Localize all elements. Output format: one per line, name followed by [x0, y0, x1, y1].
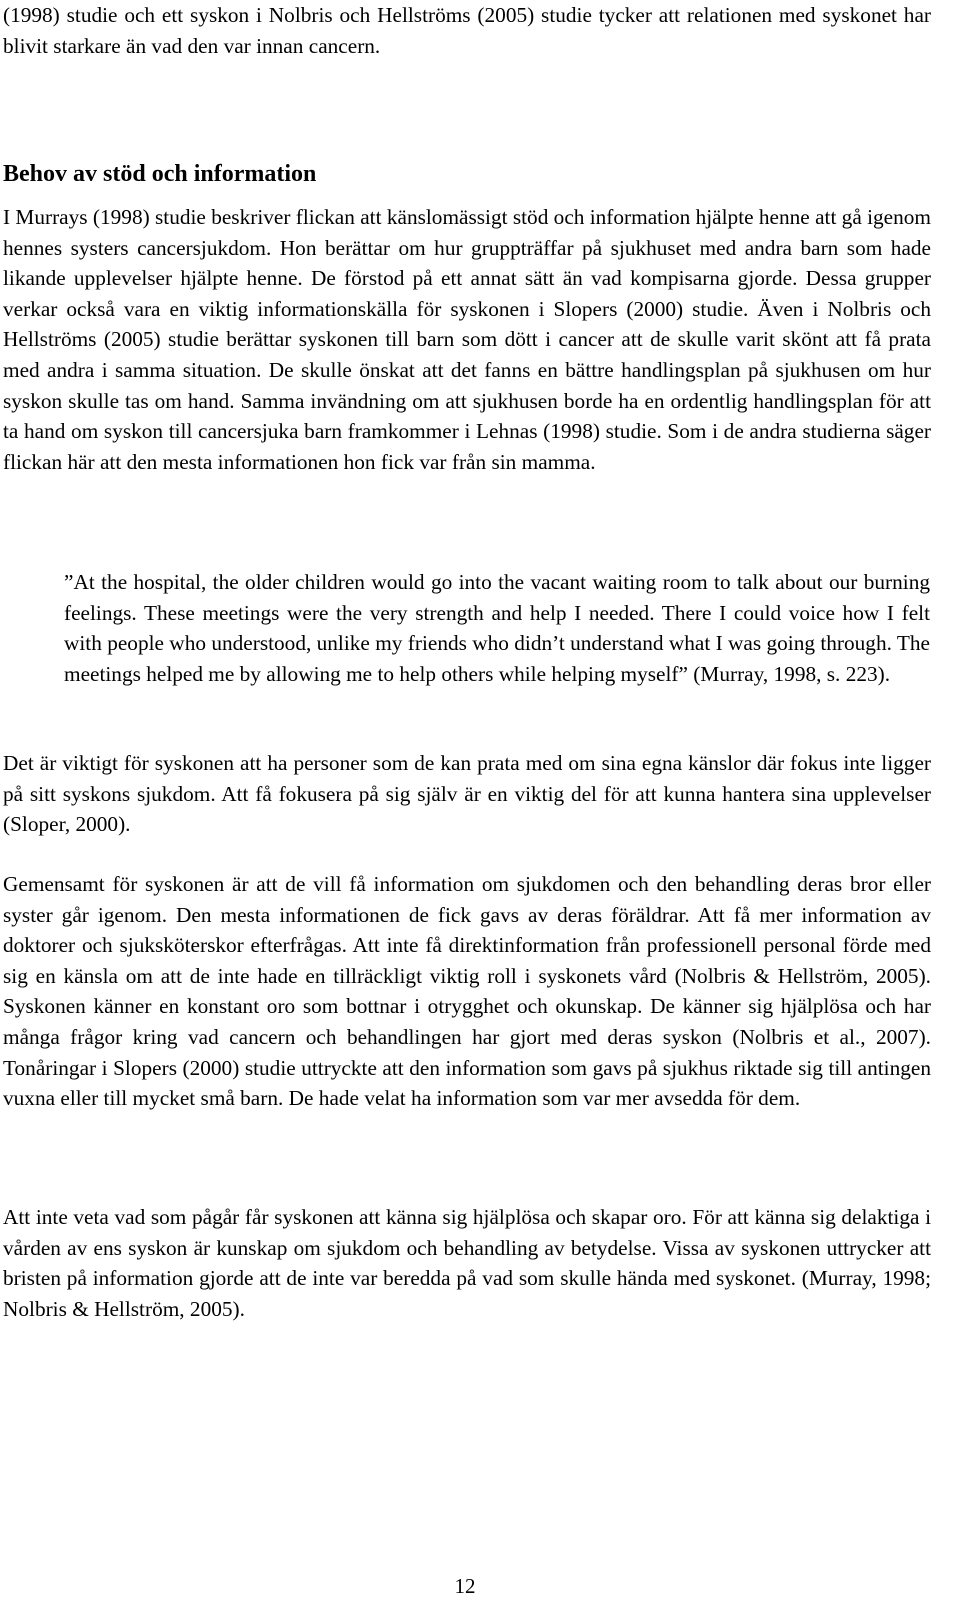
continuation-paragraph: (1998) studie och ett syskon i Nolbris och Hellströms (2005) studie tycker att relationen med syskonet har blivit starkare än vad den var innan cancern. [3, 3, 931, 58]
section-heading: Behov av stöd och information [3, 161, 317, 187]
paragraph-information-need: Gemensamt för syskonen är att de vill få information om sjukdomen och den behandling deras bror eller syster går igenom. Den mesta informationen de fick gavs av deras föräldrar. Att få mer information av doktorer och sjuksköterskor efterfrågas. Att inte få direktinformation från professionell personal förde med sig en känsla om att de inte hade en tillräckligt viktig roll i syskonets vård (Nolbris & Hellström, 2005). Syskonen känner en konstant oro som bottnar i otrygghet och okunskap. De känner sig hjälplösa och har många frågor kring vad cancern och behandlingen har gjort med deras syskon (Nolbris et al., 2007). Tonåringar i Slopers (2000) studie uttryckte att den information som gavs på sjukhus riktade sig till antingen vuxna eller till mycket små barn. De hade velat ha information som var mer avsedda för dem. [3, 872, 931, 1111]
block-quote: ”At the hospital, the older children would go into the vacant waiting room to talk about our burning feelings. These meetings were the very strength and help I needed. There I could voice how I felt with people who understood, unlike my friends who didn’t understand what I was going through. The meetings helped me by allowing me to help others while helping myself” (Murray, 1998, s. 223). [64, 570, 930, 686]
paragraph-talk-to-someone: Det är viktigt för syskonen att ha personer som de kan prata med om sina egna känslor där fokus inte ligger på sitt syskons sjukdom. Att få fokusera på sig själv är en viktig del för att kunna hantera sina upplevelser (Sloper, 2000). [3, 751, 931, 837]
page-number: 12 [454, 1574, 476, 1598]
paragraph-helplessness: Att inte veta vad som pågår får syskonen att känna sig hjälplösa och skapar oro. För att känna sig delaktiga i vården av ens syskon är kunskap om sjukdom och behandling av betydelse. Vissa av syskonen uttrycker att bristen på information gjorde att de inte var beredda på vad som skulle hända med syskonet. (Murray, 1998; Nolbris & Hellström, 2005). [3, 1205, 931, 1321]
paragraph-support-information: I Murrays (1998) studie beskriver flickan att känslomässigt stöd och information hjälpte henne att gå igenom hennes systers cancersjukdom. Hon berättar om hur gruppträffar på sjukhuset med andra barn som hade likande upplevelser hjälpte henne. De förstod på ett annat sätt än vad kompisarna gjorde. Dessa grupper verkar också vara en viktig informationskälla för syskonen i Slopers (2000) studie. Även i Nolbris och Hellströms (2005) studie berättar syskonen till barn som dött i cancer att de skulle varit skönt att få prata med andra i samma situation. De skulle önskat att det fanns en bättre handlingsplan på sjukhusen om hur syskon skulle tas om hand. Samma invändning om att sjukhusen borde ha en ordentlig handlingsplan för att ta hand om syskon till cancersjuka barn framkommer i Lehnas (1998) studie. Som i de andra studierna säger flickan här att den mesta informationen hon fick var från sin mamma. [3, 205, 931, 474]
